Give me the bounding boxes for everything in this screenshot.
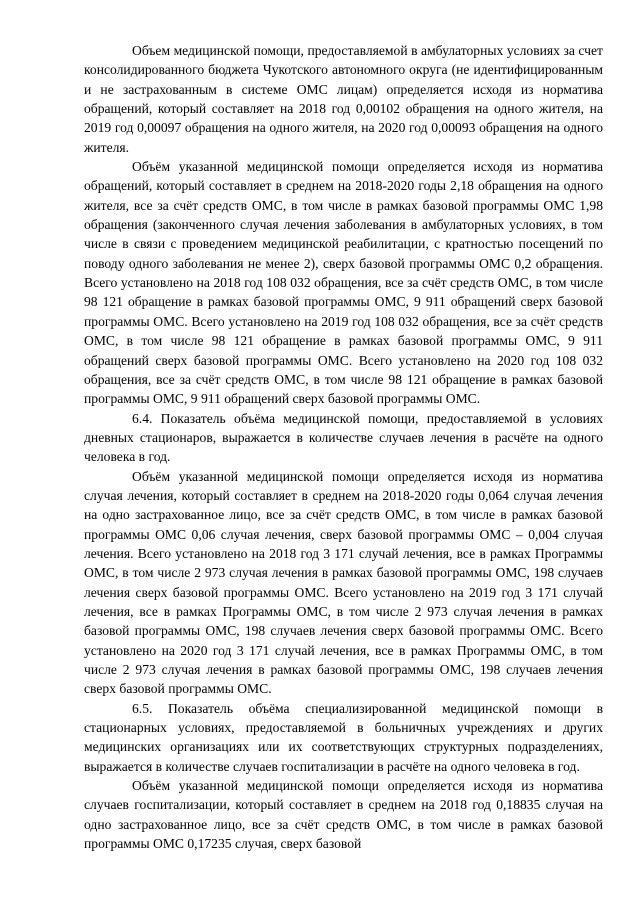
paragraph: 6.4. Показатель объёма медицинской помощи, предоставляемой в условиях дневных стационаров, выражается в количестве случаев лечения в расчёте на одного человека в год.: [84, 410, 603, 465]
paragraph: Объём указанной медицинской помощи определяется исходя из норматива случаев госпитализации, который составляет в среднем на 2018 год 0,18835 случая на одно застрахованное лицо, все за счёт средств ОМС, в том числе в рамках базовой программы ОМС 0,17235 случая, сверх базовой: [84, 778, 603, 852]
paragraph: Объем медицинской помощи, предоставляемой в амбулаторных условиях за счет консолидированного бюджета Чукотского автономного округа (не идентифицированным и не застрахованным в системе ОМС лицам) определяется исходя из норматива обращений, который составляет на 2018 год 0,00102 обращения на одного жителя, на 2019 год 0,00097 обращения на одного жителя, на 2020 год 0,00093 обращения на одного жителя.: [84, 43, 603, 155]
paragraph: Объём указанной медицинской помощи определяется исходя из норматива случая лечения, который составляет в среднем на 2018-2020 годы 0,064 случая лечения на одно застрахованное лицо, все за счёт средств ОМС, в том числе в рамках базовой программы ОМС 0,06 случая лечения, сверх базовой программы ОМС – 0,004 случая лечения. Всего установлено на 2018 год 3 171 случай лечения, все в рамках Программы ОМС, в том числе 2 973 случая лечения в рамках базовой программы ОМС, 198 случаев лечения сверх базовой программы ОМС. Всего установлено на 2019 год 3 171 случай лечения, все в рамках Программы ОМС, в том числе 2 973 случая лечения в рамках базовой программы ОМС, 198 случаев лечения сверх базовой программы ОМС. Всего установлено на 2020 год 3 171 случай лечения, все в рамках Программы ОМС, в том числе 2 973 случая лечения в рамках базовой программы ОМС, 198 случаев лечения сверх базовой программы ОМС.: [84, 468, 603, 697]
paragraph: 6.5. Показатель объёма специализированной медицинской помощи в стационарных условиях, предоставляемой в больничных учреждениях и других медицинских организациях или их соответствующих структурных подразделениях, выражается в количестве случаев госпитализации в расчёте на одного человека в год.: [84, 700, 603, 774]
paragraph: Объём указанной медицинской помощи определяется исходя из норматива обращений, который составляет в среднем на 2018-2020 годы 2,18 обращения на одного жителя, все за счёт средств ОМС, в том числе в рамках базовой программы ОМС 1,98 обращения (законченного случая лечения заболевания в амбулаторных условиях, в том числе в связи с проведением медицинской реабилитации, с кратностью посещений по поводу одного заболевания не менее 2), сверх базовой программы ОМС 0,2 обращения. Всего установлено на 2018 год 108 032 обращения, все за счёт средств ОМС, в том числе 98 121 обращение в рамках базовой программы ОМС, 9 911 обращений сверх базовой программы ОМС. Всего установлено на 2019 год 108 032 обращения, все за счёт средств ОМС, в том числе 98 121 обращение в рамках базовой программы ОМС, 9 911 обращений сверх базовой программы ОМС. Всего установлено на 2020 год 108 032 обращения, все за счёт средств ОМС, в том числе 98 121 обращение в рамках базовой программы ОМС, 9 911 обращений сверх базовой программы ОМС.: [84, 159, 603, 407]
